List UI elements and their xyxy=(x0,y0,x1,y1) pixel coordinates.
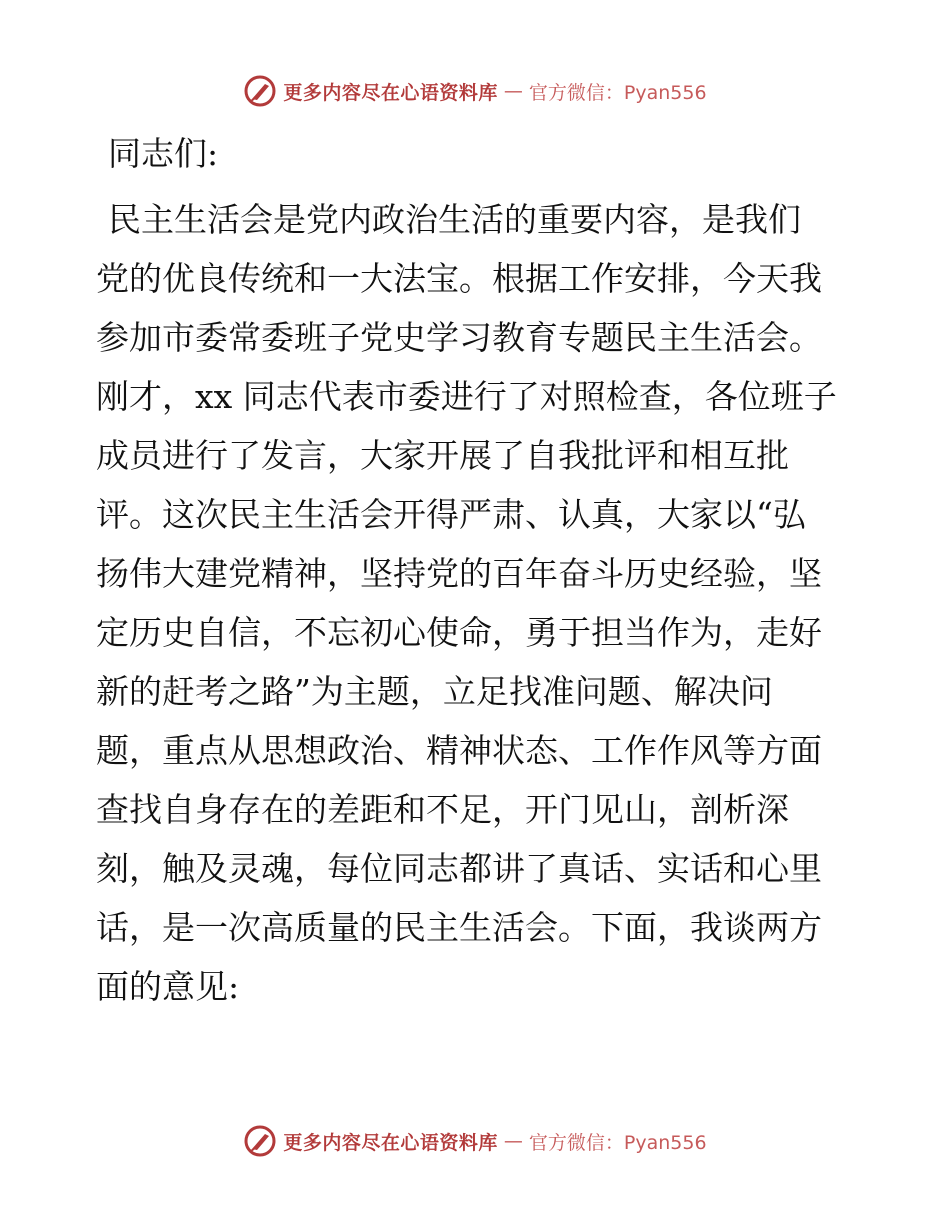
text-line: 题，重点从思想政治、精神状态、工作作风等方面 xyxy=(96,731,822,770)
text-line: 评。这次民主生活会开得严肃、认真，大家以“弘 xyxy=(96,495,806,534)
text-line: 定历史自信，不忘初心使命，勇于担当作为，走好 xyxy=(96,613,822,652)
quill-pen-logo-icon xyxy=(243,74,277,108)
watermark-separator: — xyxy=(503,1130,523,1152)
watermark-wechat: 官方微信：Pyan556 xyxy=(528,81,707,104)
footer-watermark xyxy=(0,1124,950,1158)
body-paragraph xyxy=(96,190,856,1016)
watermark-text: 更多内容尽在心语资料库 xyxy=(283,81,498,104)
text-line: 党的优良传统和一大法宝。根据工作安排，今天我 xyxy=(96,259,822,298)
text-line: 民主生活会是党内政治生活的重要内容，是我们 xyxy=(108,200,801,239)
watermark-wechat: 官方微信：Pyan556 xyxy=(528,1131,707,1154)
text-line: 查找自身存在的差距和不足，开门见山，剖析深 xyxy=(96,790,789,829)
watermark-separator: — xyxy=(503,80,523,102)
text-line: 扬伟大建党精神，坚持党的百年奋斗历史经验，坚 xyxy=(96,554,822,593)
header-watermark xyxy=(0,74,950,108)
text-line: 刻，触及灵魂，每位同志都讲了真话、实话和心里 xyxy=(96,849,822,888)
text-line: 参加市委常委班子党史学习教育专题民主生活会。 xyxy=(96,318,822,357)
text-line: 成员进行了发言，大家开展了自我批评和相互批 xyxy=(96,436,789,475)
salutation: 同志们: xyxy=(108,134,219,173)
text-line: 面的意见: xyxy=(96,967,240,1006)
text-line: 新的赶考之路”为主题，立足找准问题、解决问 xyxy=(96,672,773,711)
quill-pen-logo-icon xyxy=(243,1124,277,1158)
text-line: 刚才，xx 同志代表市委进行了对照检查，各位班子 xyxy=(96,377,837,416)
watermark-text: 更多内容尽在心语资料库 xyxy=(283,1131,498,1154)
text-line: 话，是一次高质量的民主生活会。下面，我谈两方 xyxy=(96,908,822,947)
